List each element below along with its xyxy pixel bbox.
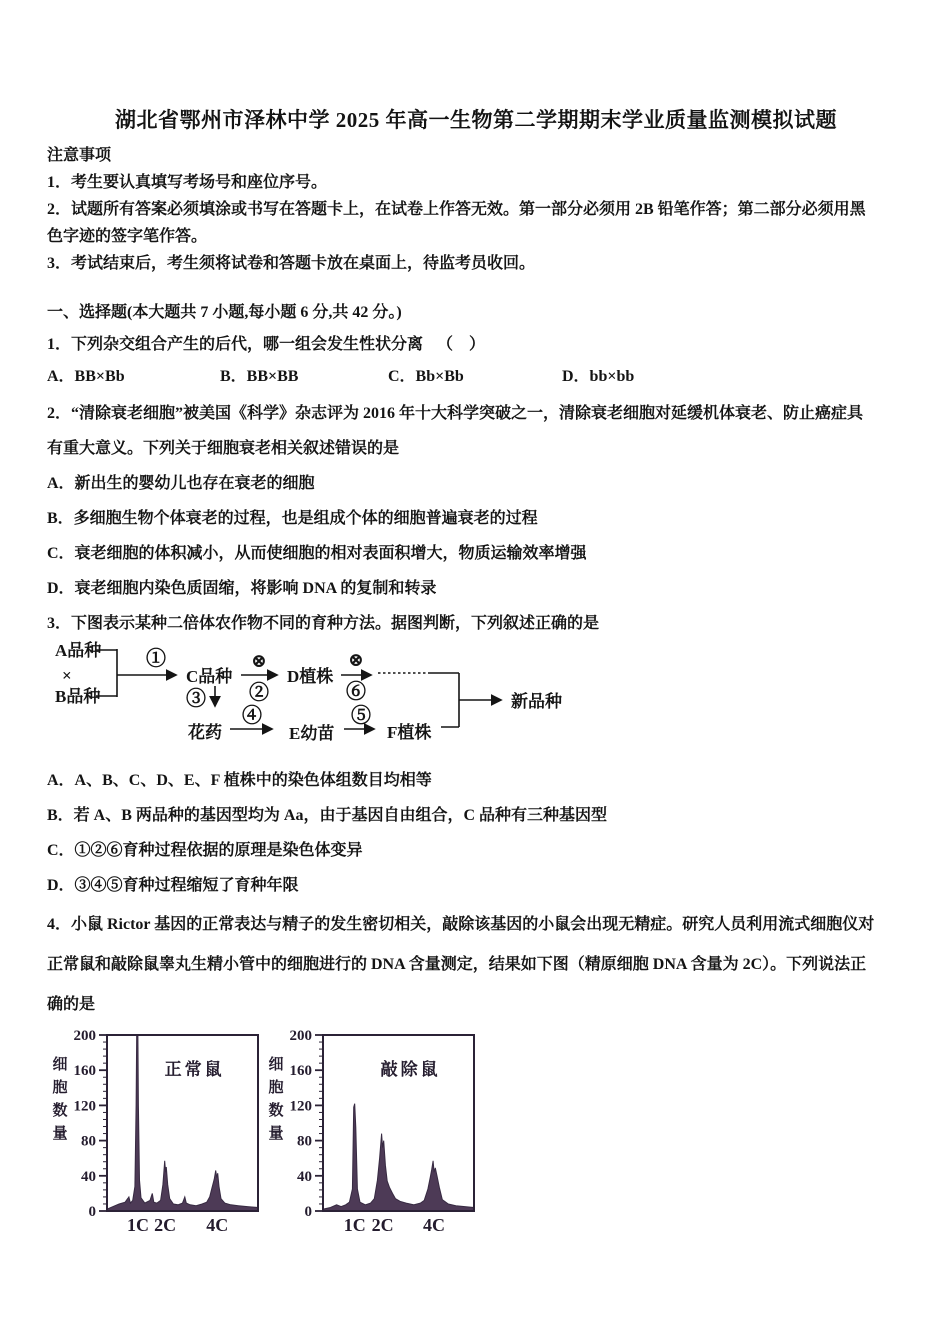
svg-text:120: 120 bbox=[73, 1098, 96, 1115]
svg-text:胞: 胞 bbox=[268, 1080, 284, 1096]
flow-cytometry-chart-normal-mouse bbox=[49, 1025, 261, 1253]
question-1-option-d: D．bb×bb bbox=[562, 368, 635, 385]
svg-text:量: 量 bbox=[52, 1126, 68, 1142]
notice-item-1: 1．考生要认真填写考场号和座位序号。 bbox=[47, 174, 328, 191]
svg-text:200: 200 bbox=[73, 1028, 96, 1044]
question-1-option-a: A．BB×Bb bbox=[47, 368, 125, 385]
notice-section bbox=[47, 142, 905, 277]
diagram-step-2-label: ② bbox=[249, 682, 269, 704]
svg-text:4C: 4C bbox=[422, 1215, 445, 1235]
svg-text:0: 0 bbox=[304, 1204, 312, 1220]
question-1-options-row bbox=[47, 363, 905, 390]
diagram-step-6-label: ⑥ bbox=[346, 681, 366, 703]
flow-cytometry-chart-knockout-mouse bbox=[265, 1025, 477, 1253]
question-2-option-b: B．多细胞生物个体衰老的过程，也是组成个体的细胞普遍衰老的过程 bbox=[47, 510, 538, 527]
svg-text:160: 160 bbox=[73, 1063, 96, 1080]
question-2-stem-line-1: 2．“清除衰老细胞”被美国《科学》杂志评为 2016 年十大科学突破之一，清除衰老细胞对延缓机体衰老、防止癌症具 bbox=[47, 405, 864, 422]
breeding-methods-diagram bbox=[47, 637, 905, 745]
diagram-selfing-icon-2: ⊗ bbox=[348, 650, 364, 671]
notice-item-2-line-2: 色字迹的签字笔作答。 bbox=[47, 228, 208, 245]
svg-text:细: 细 bbox=[268, 1057, 284, 1073]
question-4-stem-line-2: 正常鼠和敲除鼠睾丸生精小管中的细胞进行的 DNA 含量测定，结果如下图（精原细胞 DNA 含量为 2C）。下列说法正 bbox=[47, 956, 867, 973]
histogram-area bbox=[323, 1104, 474, 1211]
notice-item-2-line-1: 2．试题所有答案必须填涂或书写在答题卡上，在试卷上作答无效。第一部分必须用 2B 铅笔作答；第二部分必须用黑 bbox=[47, 201, 866, 218]
question-1-answer-bracket: （ ） bbox=[437, 336, 486, 353]
question-1-stem bbox=[47, 331, 905, 358]
flow-cytometry-charts bbox=[49, 1025, 905, 1253]
question-3-option-b: B．若 A、B 两品种的基因型均为 Aa，由于基因自由组合，C 品种有三种基因型 bbox=[47, 807, 608, 824]
svg-text:80: 80 bbox=[81, 1133, 96, 1150]
question-3-options bbox=[47, 763, 905, 903]
svg-text:数: 数 bbox=[268, 1103, 284, 1119]
svg-text:胞: 胞 bbox=[52, 1080, 68, 1096]
diagram-label-plant-f: F植株 bbox=[387, 723, 432, 742]
question-2-option-a: A．新出生的婴幼儿也存在衰老的细胞 bbox=[47, 475, 315, 492]
diagram-step-3-label: ③ bbox=[186, 688, 206, 710]
diagram-label-variety-a: A品种 bbox=[55, 641, 102, 660]
histogram-area bbox=[107, 1025, 258, 1211]
question-3-stem: 3．下图表示某种二倍体农作物不同的育种方法。据图判断，下列叙述正确的是 bbox=[47, 615, 600, 632]
diagram-label-new-variety: 新品种 bbox=[511, 692, 562, 711]
diagram-merge-bracket bbox=[430, 673, 459, 727]
svg-text:200: 200 bbox=[289, 1028, 312, 1044]
notice-item-3: 3．考试结束后，考生须将试卷和答题卡放在桌面上，待监考员收回。 bbox=[47, 255, 536, 272]
question-3-option-d: D．③④⑤育种过程缩短了育种年限 bbox=[47, 877, 299, 894]
svg-text:40: 40 bbox=[81, 1168, 96, 1185]
svg-text:40: 40 bbox=[297, 1168, 312, 1185]
diagram-label-variety-b: B品种 bbox=[55, 687, 101, 706]
question-3-option-a: A．A、B、C、D、E、F 植株中的染色体组数目均相等 bbox=[47, 772, 432, 789]
svg-text:1C: 1C bbox=[126, 1215, 149, 1235]
svg-text:0: 0 bbox=[88, 1204, 96, 1220]
svg-text:2C: 2C bbox=[154, 1215, 177, 1235]
question-3-option-c: C．①②⑥育种过程依据的原理是染色体变异 bbox=[47, 842, 363, 859]
diagram-step-1-label: ① bbox=[146, 648, 166, 670]
breeding-diagram-svg bbox=[47, 637, 577, 745]
svg-text:4C: 4C bbox=[206, 1215, 229, 1235]
question-4-stem-line-3: 确的是 bbox=[47, 996, 96, 1013]
diagram-label-seedling-e: E幼苗 bbox=[289, 724, 335, 743]
notice-heading: 注意事项 bbox=[47, 147, 112, 164]
svg-text:敲除鼠: 敲除鼠 bbox=[380, 1060, 441, 1079]
page-title: 湖北省鄂州市泽林中学 2025 年高一生物第二学期期末学业质量监测模拟试题 bbox=[115, 108, 837, 132]
question-1-option-b: B．BB×BB bbox=[220, 368, 299, 385]
question-1-stem-text: 1．下列杂交组合产生的后代，哪一组会发生性状分离 bbox=[47, 336, 424, 353]
svg-text:80: 80 bbox=[297, 1133, 312, 1150]
svg-text:2C: 2C bbox=[371, 1215, 394, 1235]
diagram-step-5-label: ⑤ bbox=[351, 705, 371, 727]
diagram-step-4-label: ④ bbox=[242, 705, 262, 727]
svg-text:1C: 1C bbox=[343, 1215, 366, 1235]
svg-text:数: 数 bbox=[52, 1103, 68, 1119]
question-4 bbox=[47, 905, 905, 1025]
svg-text:量: 量 bbox=[268, 1126, 284, 1142]
svg-text:120: 120 bbox=[289, 1098, 312, 1115]
question-2 bbox=[47, 396, 905, 606]
diagram-label-variety-c: C品种 bbox=[186, 667, 233, 686]
diagram-label-plant-d: D植株 bbox=[287, 667, 334, 686]
diagram-cross-sign: × bbox=[62, 666, 72, 685]
svg-text:正常鼠: 正常鼠 bbox=[164, 1060, 225, 1079]
question-2-option-c: C．衰老细胞的体积减小，从而使细胞的相对表面积增大，物质运输效率增强 bbox=[47, 545, 587, 562]
diagram-label-anther: 花药 bbox=[188, 723, 222, 742]
question-1-option-c: C．Bb×Bb bbox=[388, 368, 464, 385]
section-heading-multiple-choice: 一、选择题(本大题共 7 小题,每小题 6 分,共 42 分。) bbox=[47, 304, 402, 321]
question-2-option-d: D．衰老细胞内染色质固缩，将影响 DNA 的复制和转录 bbox=[47, 580, 437, 597]
diagram-selfing-icon: ⊗ bbox=[251, 651, 267, 672]
question-2-stem-line-2: 有重大意义。下列关于细胞衰老相关叙述错误的是 bbox=[47, 440, 400, 457]
svg-text:160: 160 bbox=[289, 1063, 312, 1080]
question-4-stem-line-1: 4．小鼠 Rictor 基因的正常表达与精子的发生密切相关，敲除该基因的小鼠会出现无精症。研究人员利用流式细胞仪对 bbox=[47, 916, 875, 933]
svg-text:细: 细 bbox=[52, 1057, 68, 1073]
